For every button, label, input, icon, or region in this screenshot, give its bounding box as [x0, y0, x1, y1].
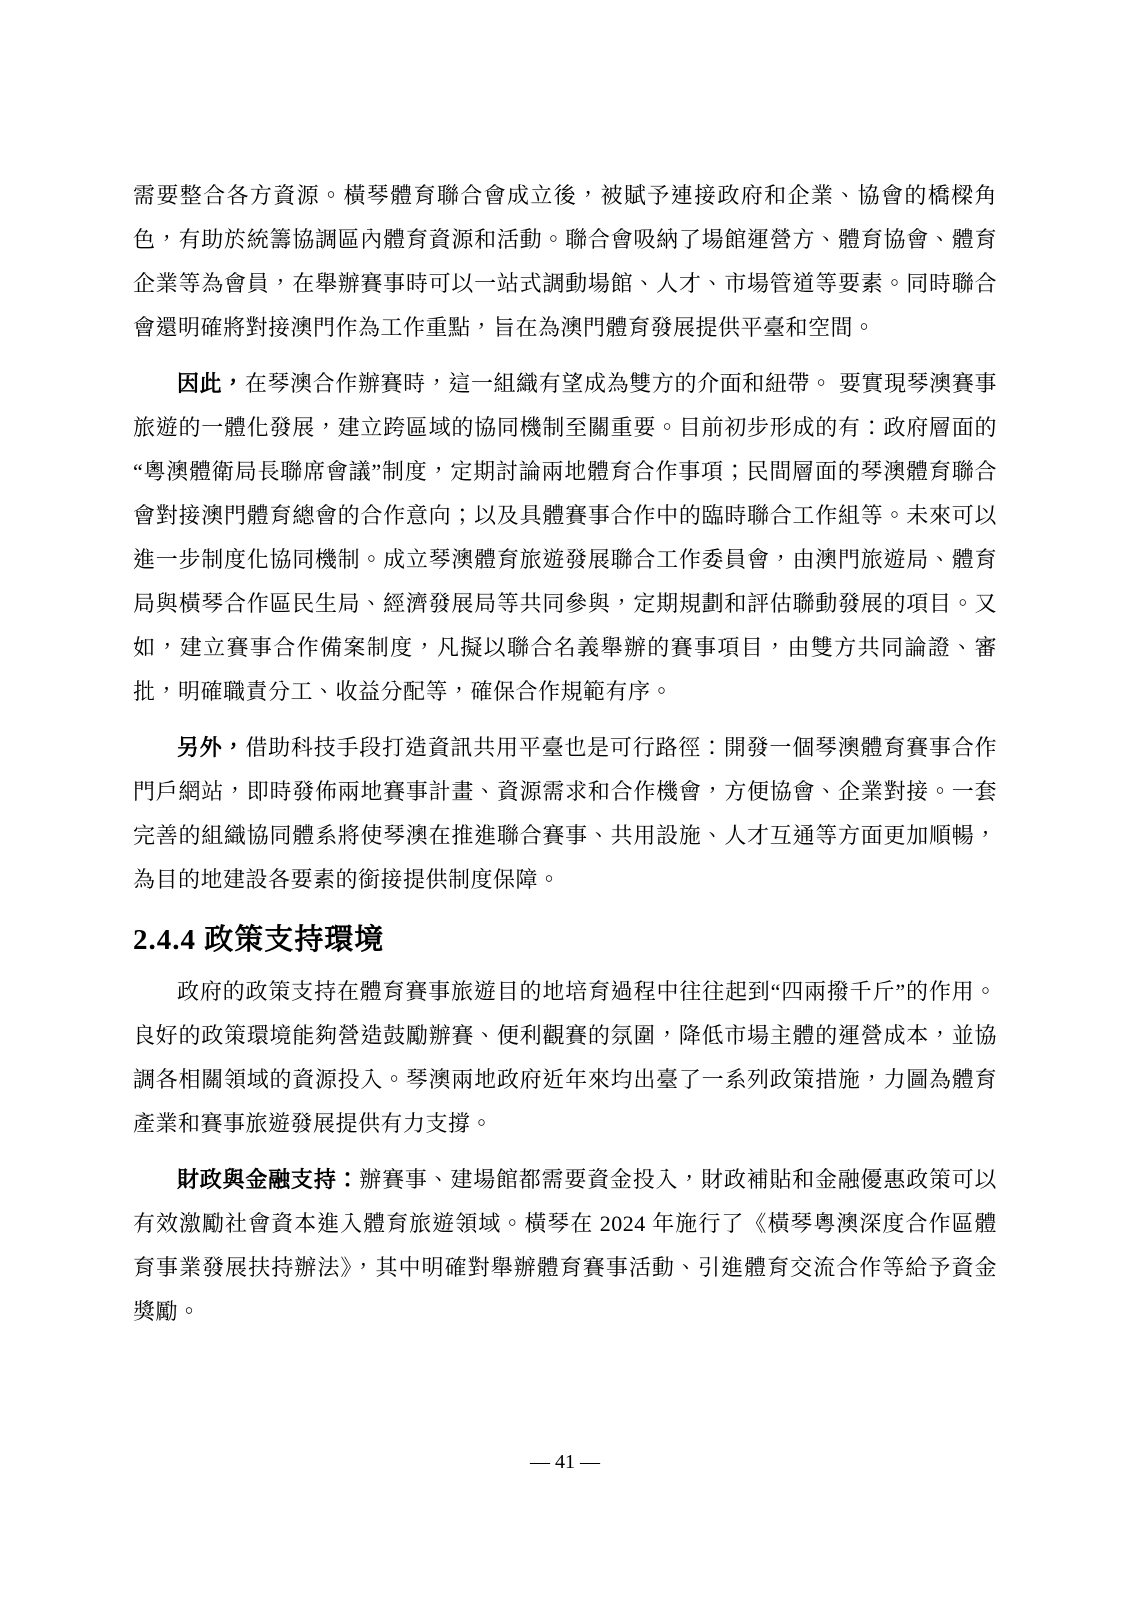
paragraph-text: 借助科技手段打造資訊共用平臺也是可行路徑：開發一個琴澳體育賽事合作門戶網站，即時發佈兩地賽事計畫、資源需求和合作機會，方便協會、企業對接。一套完善的組織協同體系將使琴澳在推進聯合賽事、共用設施、人才互通等方面更加順暢，為目的地建設各要素的銜接提供制度保障。 — [133, 735, 997, 892]
section-heading: 2.4.4 政策支持環境 — [133, 924, 385, 956]
paragraph-text: 政府的政策支持在體育賽事旅遊目的地培育過程中往往起到“四兩撥千斤”的作用。良好的政策環境能夠營造鼓勵辦賽、便利觀賽的氛圍，降低市場主體的運營成本，並協調各相關領域的資源投入。琴澳兩地政府近年來均出臺了一系列政策措施，力圖為體育產業和賽事旅遊發展提供有力支撐。 — [133, 979, 997, 1136]
paragraph-lead-bold: 財政與金融支持： — [177, 1167, 360, 1192]
paragraph — [133, 362, 997, 714]
paragraph — [133, 970, 997, 1146]
paragraph-lead-bold: 另外， — [177, 735, 246, 760]
paragraph-text: 需要整合各方資源。橫琴體育聯合會成立後，被賦予連接政府和企業、協會的橋樑角色，有助於統籌協調區內體育資源和活動。聯合會吸納了場館運營方、體育協會、體育企業等為會員，在舉辦賽事時可以一站式調動場館、人才、市場管道等要素。同時聯合會還明確將對接澳門作為工作重點，旨在為澳門體育發展提供平臺和空間。 — [133, 183, 997, 340]
paragraph — [133, 1158, 997, 1334]
paragraph-text: 辦賽事、建場館都需要資金投入，財政補貼和金融優惠政策可以有效激勵社會資本進入體育旅遊領域。橫琴在 2024 年施行了《橫琴粵澳深度合作區體育事業發展扶持辦法》，其中明確對舉辦體育賽事活動、引進體育交流合作等給予資金獎勵。 — [133, 1167, 997, 1324]
page-number: — 41 — — [530, 1451, 600, 1473]
paragraph-continuation — [133, 174, 997, 350]
page-content — [133, 174, 997, 1346]
paragraph — [133, 726, 997, 902]
paragraph-text: 在琴澳合作辦賽時，這一組織有望成為雙方的介面和紐帶。 要實現琴澳賽事旅遊的一體化發展，建立跨區域的協同機制至關重要。目前初步形成的有：政府層面的“粵澳體衛局長聯席會議”制度，定期討論兩地體育合作事項；民間層面的琴澳體育聯合會對接澳門體育總會的合作意向；以及具體賽事合作中的臨時聯合工作組等。未來可以進一步制度化協同機制。成立琴澳體育旅遊發展聯合工作委員會，由澳門旅遊局、體育局與橫琴合作區民生局、經濟發展局等共同參與，定期規劃和評估聯動發展的項目。又如，建立賽事合作備案制度，凡擬以聯合名義舉辦的賽事項目，由雙方共同論證、審批，明確職責分工、收益分配等，確保合作規範有序。 — [133, 371, 997, 704]
paragraph-lead-bold: 因此， — [177, 371, 245, 396]
